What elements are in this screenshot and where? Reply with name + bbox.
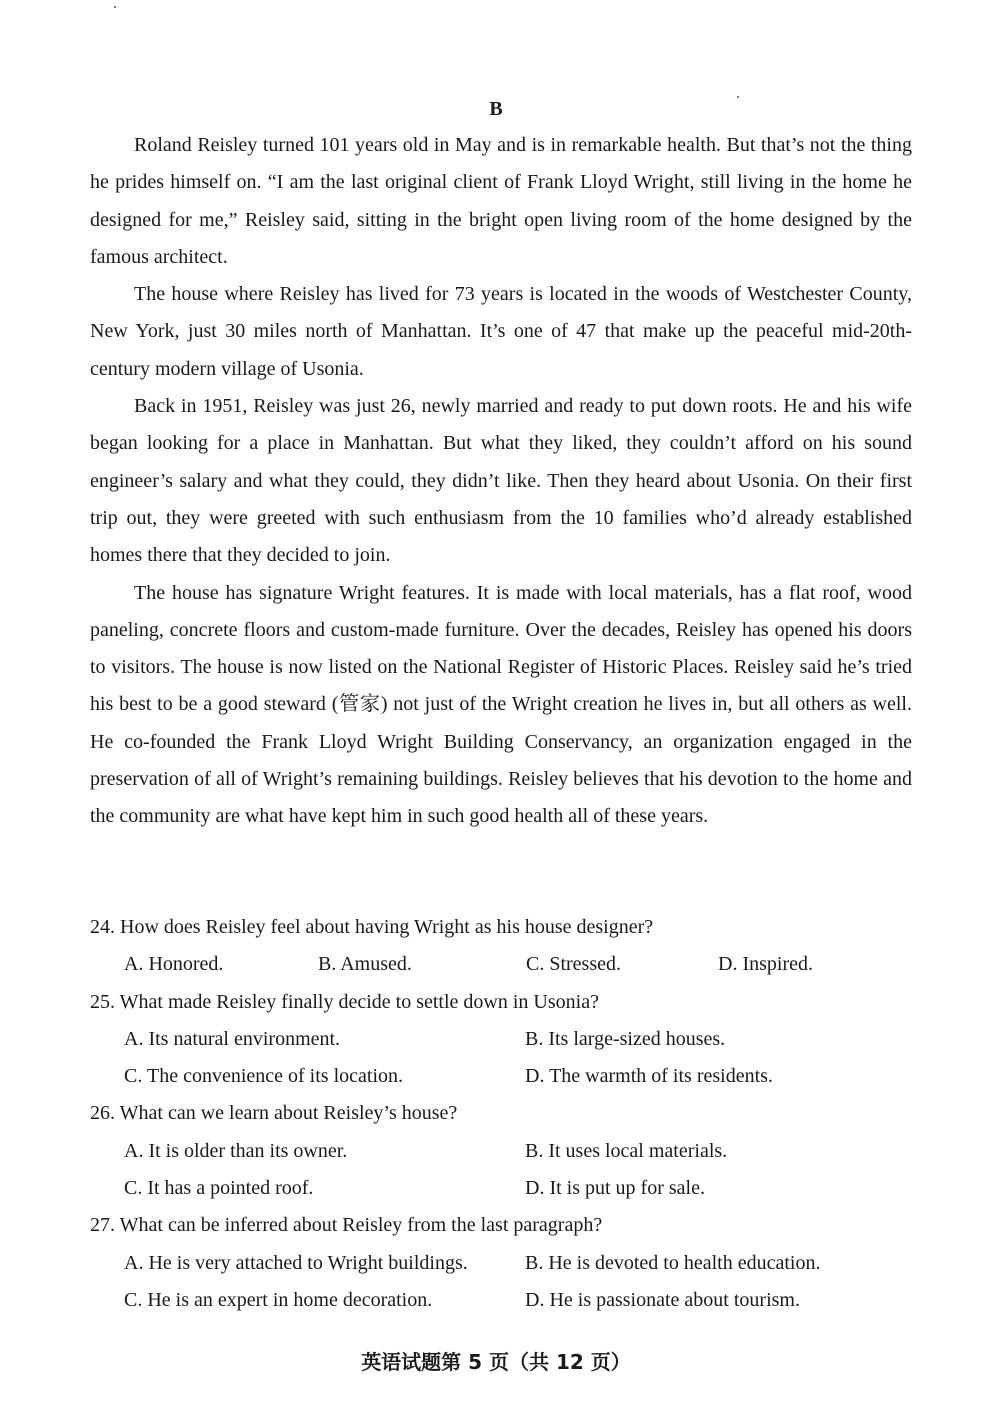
section-heading: B: [489, 98, 503, 120]
option-a: A. He is very attached to Wright buildings.: [124, 1251, 468, 1274]
reading-passage: [90, 127, 912, 836]
option-b: B. It uses local materials.: [525, 1139, 728, 1162]
option-c: C. He is an expert in home decoration.: [124, 1288, 433, 1311]
option-d: D. The warmth of its residents.: [525, 1065, 773, 1088]
option-row: [90, 946, 912, 983]
paragraph-4: The house has signature Wright features. It is made with local materials, has a flat roof, wood paneling, concrete floors and custom-made furniture. Over the decades, Reisley has opened his doors to visitors. The house is now listed on the National Register of Historic Places. Reisley said he’s tried his best to be a good steward (管家) not just of the Wright creation he lives in, but all others as well. He co-founded the Frank Lloyd Wright Building Conservancy, an organization engaged in the preservation of all of Wright’s remaining buildings. Reisley believes that his devotion to the home and the community are what have kept him in such good health all of these years.: [90, 581, 912, 828]
question-26: [90, 1095, 912, 1207]
question-27: [90, 1207, 912, 1319]
question-stem: 24. How does Reisley feel about having Wright as his house designer?: [90, 916, 654, 938]
option-d: D. Inspired.: [718, 953, 813, 976]
option-row: [90, 1170, 912, 1207]
page-footer: 英语试题第 5 页（共 12 页）: [361, 1350, 631, 1374]
option-c: C. Stressed.: [526, 953, 621, 976]
option-b: B. Its large-sized houses.: [525, 1027, 726, 1050]
question-stem: 27. What can be inferred about Reisley from the last paragraph?: [90, 1214, 603, 1237]
option-row: [90, 1245, 912, 1282]
option-a: A. Honored.: [124, 953, 224, 976]
option-b: B. Amused.: [318, 953, 412, 976]
paragraph-2: The house where Reisley has lived for 73 years is located in the woods of Westchester County, New York, just 30 miles north of Manhattan. It’s one of 47 that make up the peaceful mid-20th-century modern village of Usonia.: [90, 283, 912, 380]
option-a: A. Its natural environment.: [124, 1027, 341, 1050]
option-row: [90, 1021, 912, 1058]
option-d: D. It is put up for sale.: [525, 1177, 705, 1200]
option-row: [90, 1282, 912, 1319]
question-list: [90, 909, 912, 1319]
option-d: D. He is passionate about tourism.: [525, 1288, 800, 1311]
option-b: B. He is devoted to health education.: [525, 1251, 821, 1274]
question-stem: 26. What can we learn about Reisley’s house?: [90, 1102, 458, 1125]
question-24: [90, 909, 912, 984]
paragraph-3: Back in 1951, Reisley was just 26, newly married and ready to put down roots. He and his wife began looking for a place in Manhattan. But what they liked, they couldn’t afford on his sound engineer’s salary and what they could, they didn’t like. Then they heard about Usonia. On their first trip out, they were greeted with such enthusiasm from the 10 families who’d already established homes there that they decided to join.: [90, 395, 912, 567]
paragraph-1: Roland Reisley turned 101 years old in May and is in remarkable health. But that’s not the thing he prides himself on. “I am the last original client of Frank Lloyd Wright, still living in the home he designed for me,” Reisley said, sitting in the bright open living room of the home designed by the famous architect.: [90, 134, 912, 268]
option-row: [90, 1133, 912, 1170]
option-a: A. It is older than its owner.: [124, 1139, 348, 1162]
question-25: [90, 984, 912, 1096]
question-stem: 25. What made Reisley finally decide to settle down in Usonia?: [90, 990, 599, 1013]
option-c: C. The convenience of its location.: [124, 1065, 403, 1088]
option-c: C. It has a pointed roof.: [124, 1177, 314, 1200]
option-row: [90, 1058, 912, 1095]
scan-speck: [114, 6, 116, 8]
